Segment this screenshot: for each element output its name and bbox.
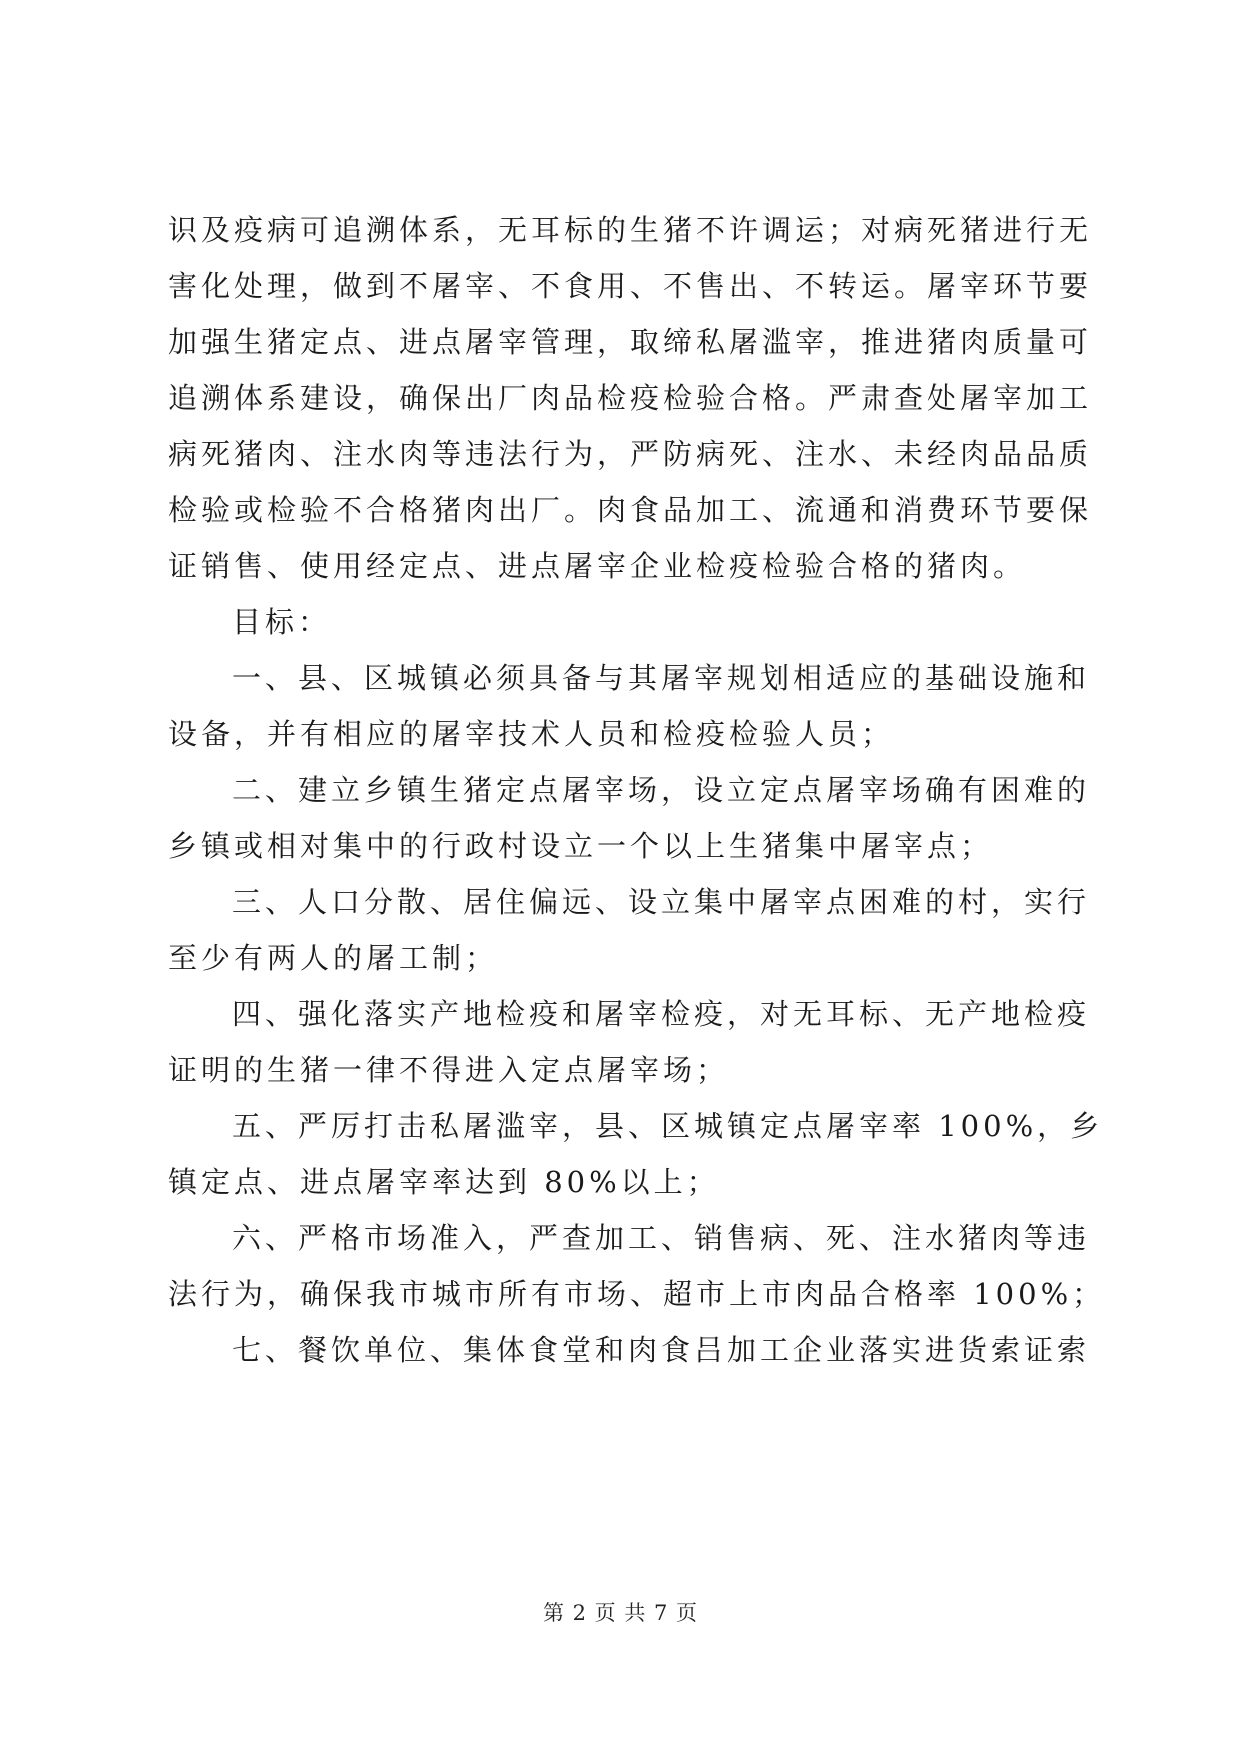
list-item-line: 镇定点、进点屠宰率达到 80%以上； xyxy=(168,1165,720,1199)
page-number-footer: 第 2 页 共 7 页 xyxy=(542,1601,699,1625)
list-item-line: 四、强化落实产地检疫和屠宰检疫，对无耳标、无产地检疫 xyxy=(232,997,1091,1031)
list-item-line: 二、建立乡镇生猪定点屠宰场，设立定点屠宰场确有困难的 xyxy=(232,773,1091,807)
list-item-line: 至少有两人的屠工制； xyxy=(168,941,499,975)
list-item-line: 七、餐饮单位、集体食堂和肉食吕加工企业落实进货索证索 xyxy=(232,1333,1091,1367)
list-item-line: 三、人口分散、居住偏远、设立集中屠宰点困难的村，实行 xyxy=(232,885,1091,919)
paragraph-line: 识及疫病可追溯体系，无耳标的生猪不许调运；对病死猪进行无 xyxy=(168,213,1093,247)
list-item-line: 一、县、区城镇必须具备与其屠宰规划相适应的基础设施和 xyxy=(232,661,1091,695)
list-item-line: 乡镇或相对集中的行政村设立一个以上生猪集中屠宰点； xyxy=(168,829,994,863)
list-item-line: 设备，并有相应的屠宰技术人员和检疫检验人员； xyxy=(168,717,895,751)
paragraph-line: 证销售、使用经定点、进点屠宰企业检疫检验合格的猪肉。 xyxy=(168,549,1027,583)
list-item-line: 五、严厉打击私屠滥宰，县、区城镇定点屠宰率 100%，乡 xyxy=(232,1109,1104,1143)
paragraph-line: 病死猪肉、注水肉等违法行为，严防病死、注水、未经肉品品质 xyxy=(168,437,1093,471)
list-item-line: 法行为，确保我市城市所有市场、超市上市肉品合格率 100%； xyxy=(168,1277,1106,1311)
list-item-line: 六、严格市场准入，严查加工、销售病、死、注水猪肉等违 xyxy=(232,1221,1091,1255)
paragraph-line: 检验或检验不合格猪肉出厂。肉食品加工、流通和消费环节要保 xyxy=(168,493,1093,527)
list-item-line: 证明的生猪一律不得进入定点屠宰场； xyxy=(168,1053,730,1087)
section-heading: 目标： xyxy=(232,605,332,639)
paragraph-line: 害化处理，做到不屠宰、不食用、不售出、不转运。屠宰环节要 xyxy=(168,269,1093,303)
paragraph-line: 追溯体系建设，确保出厂肉品检疫检验合格。严肃查处屠宰加工 xyxy=(168,381,1093,415)
paragraph-line: 加强生猪定点、进点屠宰管理，取缔私屠滥宰，推进猪肉质量可 xyxy=(168,325,1093,359)
